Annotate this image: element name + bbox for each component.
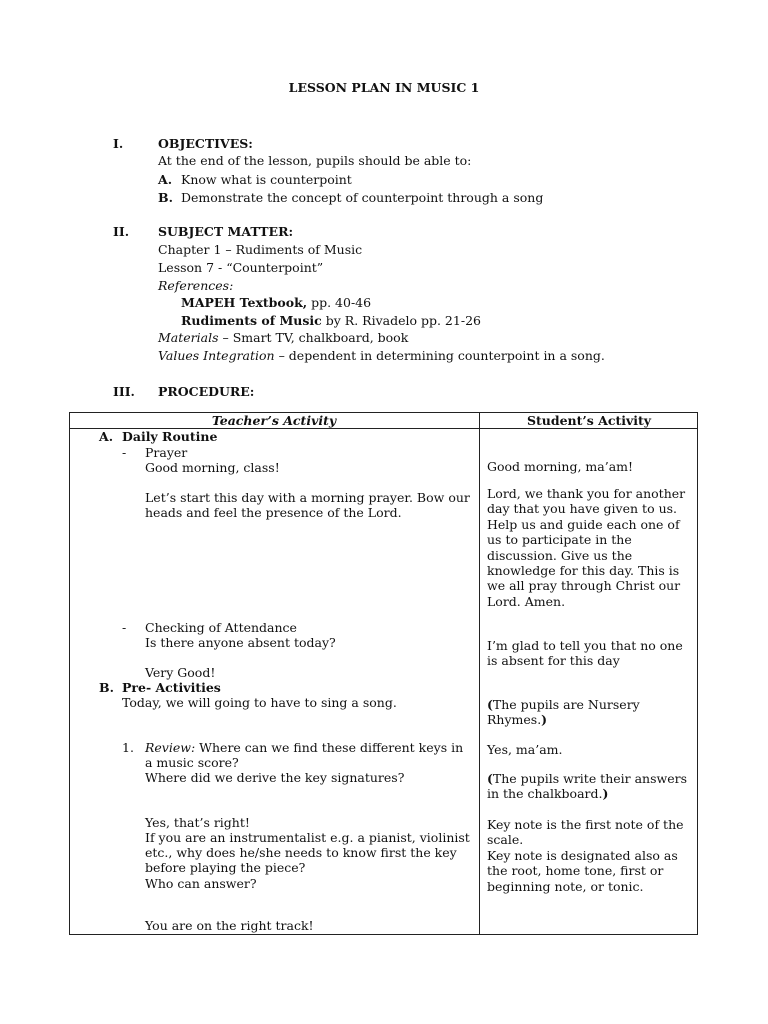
- values-label: Values Integration: [158, 348, 275, 363]
- right-remark: Yes, that’s right!: [145, 815, 250, 830]
- prayer-line-2: heads and feel the presence of the Lord.: [145, 505, 402, 520]
- very-good: Very Good!: [145, 665, 216, 680]
- section-heading-procedure: PROCEDURE:: [158, 384, 255, 399]
- daily-routine-heading: Daily Routine: [122, 429, 218, 444]
- section-numeral-objectives: I.: [113, 136, 124, 151]
- review-line-3: Where did we derive the key signatures?: [145, 770, 405, 785]
- review-label: Review:: [145, 740, 196, 755]
- objective-text-b: Demonstrate the concept of counterpoint through a song: [181, 190, 544, 205]
- review-question: Where can we find these different keys in: [195, 740, 464, 755]
- reference-detail: pp. 40-46: [307, 295, 372, 310]
- review-number: 1.: [122, 740, 134, 755]
- column-header-teacher: Teacher’s Activity: [211, 413, 337, 428]
- attendance-label: Checking of Attendance: [145, 620, 297, 635]
- materials-label: Materials: [158, 330, 219, 345]
- prayer-dash: -: [122, 445, 127, 460]
- section-numeral-subject: II.: [113, 224, 130, 239]
- objective-letter-a: A.: [158, 172, 173, 187]
- subject-chapter: Chapter 1 – Rudiments of Music: [158, 242, 363, 257]
- materials-line: [158, 330, 408, 346]
- section-heading-objectives: OBJECTIVES:: [158, 136, 253, 151]
- section-numeral-procedure: III.: [113, 384, 135, 399]
- prayer-label: Prayer: [145, 445, 188, 460]
- reference-detail: by R. Rivadelo pp. 21-26: [321, 313, 481, 328]
- section-heading-subject: SUBJECT MATTER:: [158, 224, 294, 239]
- prayer-line-1: Let’s start this day with a morning prayer. Bow our: [145, 490, 470, 505]
- student-attendance: I’m glad to tell you that no one is absent for this day: [487, 638, 683, 669]
- pre-activities-heading: Pre- Activities: [122, 680, 221, 695]
- reference-title: Rudiments of Music: [181, 313, 322, 328]
- pre-activities-intro: Today, we will going to have to sing a song.: [122, 695, 397, 710]
- review-line-2: a music score?: [145, 755, 239, 770]
- objective-text-a: Know what is counterpoint: [181, 172, 352, 187]
- instrumentalist-line-3: before playing the piece?: [145, 860, 306, 875]
- student-write-note: (The pupils write their answers in the chalkboard.): [487, 771, 688, 802]
- student-greeting: Good morning, ma’am!: [487, 459, 634, 474]
- values-text: – dependent in determining counterpoint in a song.: [274, 348, 605, 363]
- subject-lesson: Lesson 7 - “Counterpoint”: [158, 260, 324, 275]
- column-header-student: Student’s Activity: [526, 413, 652, 428]
- review-line-1: [145, 740, 463, 756]
- who-can-answer: Who can answer?: [145, 876, 257, 891]
- objectives-intro: At the end of the lesson, pupils should be able to:: [158, 153, 472, 168]
- student-key-note-1: Key note is the first note of the scale.: [487, 817, 684, 848]
- page-title: LESSON PLAN IN MUSIC 1: [288, 80, 480, 95]
- student-song-note: (The pupils are Nursery Rhymes.): [487, 697, 640, 728]
- pre-activities-letter: B.: [99, 680, 114, 695]
- right-track: You are on the right track!: [145, 918, 314, 933]
- attendance-dash: -: [122, 620, 127, 635]
- reference-item: [181, 295, 371, 311]
- table-column-divider: [479, 412, 480, 935]
- teacher-greeting: Good morning, class!: [145, 460, 280, 475]
- instrumentalist-line-1: If you are an instrumentalist e.g. a pianist, violinist: [145, 830, 470, 845]
- instrumentalist-line-2: etc., why does he/she needs to know first the key: [145, 845, 457, 860]
- objective-letter-b: B.: [158, 190, 173, 205]
- materials-text: – Smart TV, chalkboard, book: [218, 330, 409, 345]
- daily-routine-letter: A.: [99, 429, 114, 444]
- reference-item: [181, 313, 481, 329]
- reference-title: MAPEH Textbook,: [181, 295, 308, 310]
- attendance-question: Is there anyone absent today?: [145, 635, 336, 650]
- student-yes: Yes, ma’am.: [487, 742, 563, 757]
- student-prayer: Lord, we thank you for another day that you have given to us. Help us and guide each one of us to participate in the discussion. Give us the knowledge for this day. This is we all pray through Christ our Lord. Amen.: [487, 486, 686, 609]
- student-key-note-2: Key note is designated also as the root, home tone, first or beginning note, or tonic.: [487, 848, 678, 894]
- values-line: [158, 348, 605, 364]
- references-label: References:: [158, 278, 234, 293]
